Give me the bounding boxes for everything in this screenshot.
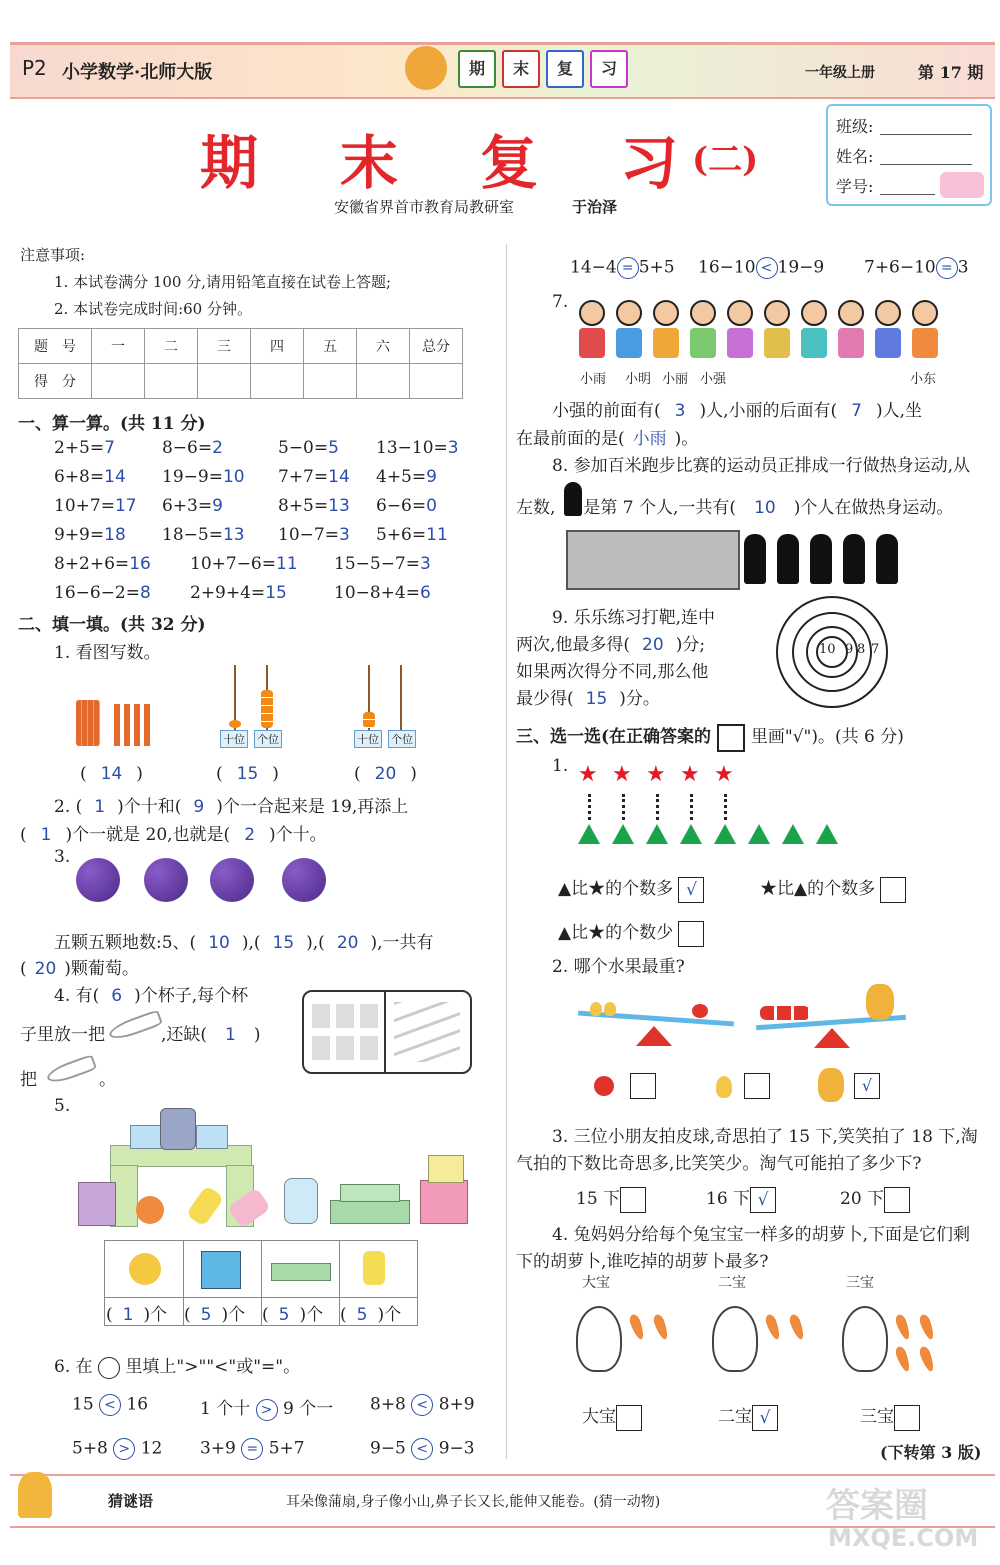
child-figure xyxy=(578,300,606,360)
watermark-site: MXQE.COM xyxy=(828,1524,979,1552)
section-2-title: 二、填一填。(共 32 分) xyxy=(18,615,206,635)
title-char-3: 复 xyxy=(480,129,539,197)
compare-circle[interactable]: > xyxy=(113,1438,135,1460)
stick-bundle-icon xyxy=(76,700,100,746)
apple-icon xyxy=(692,1004,708,1018)
q7-line-2: 在最前面的是( 小雨 )。 xyxy=(516,429,699,449)
kid-name-4: 小强 xyxy=(700,372,727,387)
triangle-icon xyxy=(646,824,668,844)
s3q3-opt-1: 15 下 xyxy=(576,1184,646,1213)
ring-9: 9 xyxy=(845,642,854,657)
grape-bunch-icon xyxy=(76,858,120,902)
q9-line-2: 两次,他最多得( 20 )分; xyxy=(516,635,706,655)
q4-line-2: 子里放一把 ,还缺( 1 ) xyxy=(20,1025,261,1045)
dotted-line xyxy=(656,794,659,820)
apples-icon xyxy=(760,1006,810,1020)
compare-item: 14−4 = 5+5 xyxy=(570,257,675,278)
section-1-title: 一、算一算。(共 11 分) xyxy=(18,414,206,434)
ring-7: 7 xyxy=(871,642,880,657)
grade-label: 一年级上册 xyxy=(805,65,875,81)
mascot-icon xyxy=(940,172,984,198)
calc-item: 13−10=3 xyxy=(376,438,459,458)
grape-bunch-icon xyxy=(144,858,188,902)
calc-item: 15−5−7=3 xyxy=(334,554,431,574)
score-cell[interactable] xyxy=(410,364,463,399)
compare-circle[interactable]: < xyxy=(411,1438,433,1460)
compare-circle[interactable]: < xyxy=(99,1394,121,1416)
compare-circle[interactable]: < xyxy=(411,1394,433,1416)
cuboid-block xyxy=(340,1184,400,1202)
s3q1-opt-1: ▲比★的个数多 √ xyxy=(558,874,704,903)
section-3-title: 三、选一选(在正确答案的 里画"√")。(共 6 分) xyxy=(516,722,904,752)
child-figure xyxy=(837,300,865,360)
score-header-cell: 五 xyxy=(304,329,357,364)
q8-line-2: 左数, 是第 7 个人,一共有( 10 )个人在做热身运动。 xyxy=(516,498,954,518)
note-2: 2. 本试卷完成时间:60 分钟。 xyxy=(54,300,252,318)
q7-line-1: 小强的前面有( 3 )人,小丽的后面有( 7 )人,坐 xyxy=(552,401,923,421)
ring-8: 8 xyxy=(857,642,866,657)
runner-icon xyxy=(744,534,766,584)
compare-item: 5+8 > 12 xyxy=(72,1438,163,1459)
star-icon: ★ xyxy=(714,762,734,787)
s3q3-line-2: 气拍的下数比奇思多,比笑笑少。淘气可能拍了多少下? xyxy=(516,1154,922,1174)
title-char-4: 习 xyxy=(620,129,679,197)
s3q1-label: 1. xyxy=(552,756,569,776)
runner-icon xyxy=(564,482,582,516)
calc-item: 8+5=13 xyxy=(278,496,350,516)
star-icon: ★ xyxy=(612,762,632,787)
s3q4-line-1: 4. 兔妈妈分给每个兔宝宝一样多的胡萝卜,下面是它们剩 xyxy=(552,1225,971,1245)
calc-item: 5+6=11 xyxy=(376,525,448,545)
s3q4-opt-2: 二宝 √ xyxy=(718,1402,778,1431)
calc-item: 8−6=2 xyxy=(162,438,223,458)
q8-line-1: 8. 参加百米跑步比赛的运动员正排成一行做热身运动,从 xyxy=(552,456,971,476)
child-figure xyxy=(726,300,754,360)
cups-icon xyxy=(312,1004,378,1028)
calc-item: 6+3=9 xyxy=(162,496,223,516)
s3q3-opt-2: 16 下 √ xyxy=(706,1184,776,1213)
ball-block xyxy=(136,1196,164,1224)
divider xyxy=(384,992,386,1072)
compare-circle[interactable]: = xyxy=(241,1438,263,1460)
score-header-cell: 一 xyxy=(92,329,145,364)
s3q4-opt-1: 大宝 xyxy=(582,1402,642,1431)
class-field[interactable] xyxy=(880,134,972,135)
pineapple-icon xyxy=(818,1068,844,1102)
cuboid-block xyxy=(330,1200,410,1224)
runner-icon xyxy=(777,534,799,584)
answer-box[interactable]: √ xyxy=(678,877,704,903)
header-tile-3: 复 xyxy=(546,50,584,88)
answer-box[interactable] xyxy=(744,1073,770,1099)
q2-line-2: ( 1 )个一就是 20,也就是( 2 )个十。 xyxy=(20,825,327,845)
compare-item: 8+8 < 8+9 xyxy=(370,1394,475,1415)
grape-bunch-icon xyxy=(210,858,254,902)
calc-item: 16−6−2=8 xyxy=(54,583,151,603)
cylinder-block xyxy=(186,1185,225,1227)
calc-item: 10+7−6=11 xyxy=(190,554,298,574)
id-field[interactable] xyxy=(880,194,935,195)
class-label: 班级: xyxy=(836,117,874,136)
header-tile-4: 习 xyxy=(590,50,628,88)
edition-label: P2 xyxy=(22,56,47,80)
spoons-icon xyxy=(394,1002,460,1062)
cube-block xyxy=(420,1180,468,1224)
dotted-line xyxy=(724,794,727,820)
q2-line-1: 2. ( 1 )个十和( 9 )个一合起来是 19,再添上 xyxy=(54,797,409,817)
column-divider xyxy=(506,244,507,1459)
grape-bunch-icon xyxy=(282,858,326,902)
compare-circle[interactable]: < xyxy=(756,257,778,279)
q3-line-2: ( 20 )颗葡萄。 xyxy=(20,959,139,979)
answer-box[interactable] xyxy=(678,921,704,947)
q5-answer: ( 1 )个 xyxy=(106,1305,168,1325)
cube-icon xyxy=(201,1251,241,1289)
score-header-cell: 总分 xyxy=(410,329,463,364)
cylinder-block xyxy=(284,1178,318,1224)
header-tile-1: 期 xyxy=(458,50,496,88)
carrot-icon xyxy=(894,1345,912,1373)
notes-heading: 注意事项: xyxy=(20,246,86,264)
giraffe-icon xyxy=(18,1472,52,1518)
student-info-box xyxy=(826,104,992,206)
author-name: 于治泽 xyxy=(572,198,618,216)
score-cell[interactable] xyxy=(145,364,198,399)
s3q4-line-2: 下的胡萝卜,谁吃掉的胡萝卜最多? xyxy=(516,1252,769,1272)
calc-item: 10−8+4=6 xyxy=(334,583,431,603)
q3-label: 3. xyxy=(54,847,71,867)
child-figure xyxy=(689,300,717,360)
triangle-icon xyxy=(578,824,600,844)
q3-line-1: 五颗五颗地数:5、( 10 ),( 15 ),( 20 ),一共有 xyxy=(54,933,434,953)
title-char-2: 末 xyxy=(340,129,399,197)
calc-item: 4+5=9 xyxy=(376,467,437,487)
header-tile-2: 末 xyxy=(502,50,540,88)
runner-icon xyxy=(843,534,865,584)
cube-block xyxy=(78,1182,116,1226)
compare-circle[interactable]: > xyxy=(256,1399,278,1421)
triangle-icon xyxy=(714,824,736,844)
cups-spoons-box xyxy=(302,990,472,1074)
cylinder-icon xyxy=(363,1251,385,1285)
pear-icon xyxy=(716,1076,732,1098)
star-icon: ★ xyxy=(680,762,700,787)
pineapple-icon xyxy=(866,984,894,1020)
child-figure xyxy=(763,300,791,360)
q5-answer: ( 5 )个 xyxy=(262,1305,324,1325)
s3q1-opt-3: ▲比★的个数少 xyxy=(558,918,704,947)
abacus-rod xyxy=(400,665,402,731)
dotted-line xyxy=(690,794,693,820)
answer-box[interactable] xyxy=(620,1187,646,1213)
pear-icon xyxy=(590,1002,602,1016)
calc-item: 9+9=18 xyxy=(54,525,126,545)
calc-item: 10+7=17 xyxy=(54,496,137,516)
compare-circle[interactable]: = xyxy=(936,257,958,279)
subject-label: 小学数学·北师大版 xyxy=(62,62,213,83)
s3q3-opt-3: 20 下 xyxy=(840,1184,910,1213)
calc-item: 5−0=5 xyxy=(278,438,339,458)
score-header-cell: 四 xyxy=(251,329,304,364)
s3q3-line-1: 3. 三位小朋友拍皮球,奇思拍了 15 下,笑笑拍了 18 下,淘 xyxy=(552,1127,978,1147)
carrot-icon xyxy=(918,1313,936,1341)
q9-line-3: 如果两次得分不同,那么他 xyxy=(516,662,709,682)
name-field[interactable] xyxy=(880,164,972,165)
kid-name-1: 小雨 xyxy=(580,372,607,387)
scale-fulcrum xyxy=(814,1028,850,1048)
calc-item: 2+9+4=15 xyxy=(190,583,287,603)
score-cell[interactable] xyxy=(304,364,357,399)
answer-box[interactable] xyxy=(880,877,906,903)
ring-10: 10 xyxy=(819,642,836,657)
q4-line-1: 4. 有( 6 )个杯子,每个杯 xyxy=(54,986,249,1006)
score-cell[interactable] xyxy=(92,364,145,399)
score-header-cell: 二 xyxy=(145,329,198,364)
bunny-name-2: 二宝 xyxy=(718,1275,746,1291)
q4-line-3: 把 。 xyxy=(20,1070,116,1090)
q6-instruction: 6. 在 里填上">""<"或"="。 xyxy=(54,1357,301,1377)
cube-block xyxy=(428,1155,464,1183)
continue-note: (下转第 3 版) xyxy=(880,1443,982,1462)
tiger-mascot-icon xyxy=(405,46,447,90)
score-row-label: 得 分 xyxy=(19,364,92,399)
triangle-icon xyxy=(782,824,804,844)
s3q1-opt-2: ★比▲的个数多 xyxy=(760,874,906,903)
apple-icon xyxy=(594,1076,614,1096)
compare-item: 7+6−10 = 3 xyxy=(864,257,969,278)
cube-block xyxy=(130,1125,162,1149)
q9-line-4: 最少得( 15 )分。 xyxy=(516,689,660,709)
tens-label: 十位 xyxy=(220,730,248,748)
answer-box[interactable] xyxy=(616,1405,642,1431)
q1-label: 1. 看图写数。 xyxy=(54,643,161,663)
carrot-icon xyxy=(894,1313,912,1341)
runner-icon xyxy=(876,534,898,584)
q5-answer: ( 5 )个 xyxy=(340,1305,402,1325)
author-org: 安徽省界首市教育局教研室 xyxy=(334,198,515,216)
bunny-name-1: 大宝 xyxy=(582,1275,610,1291)
riddle-text: 耳朵像蒲扇,身子像小山,鼻子长又长,能伸又能卷。(猜一动物) xyxy=(286,1494,661,1510)
note-1: 1. 本试卷满分 100 分,请用铅笔直接在试卷上答题; xyxy=(54,273,392,291)
title-part: (二) xyxy=(692,140,759,180)
cube-block xyxy=(196,1125,228,1149)
score-header-cell: 六 xyxy=(357,329,410,364)
title-char-1: 期 xyxy=(200,129,259,197)
triangle-icon xyxy=(680,824,702,844)
child-figure xyxy=(652,300,680,360)
score-table xyxy=(18,328,463,399)
pear-icon xyxy=(604,1002,616,1016)
score-cell[interactable] xyxy=(251,364,304,399)
dotted-line xyxy=(588,794,591,820)
child-figure xyxy=(800,300,828,360)
cups-icon xyxy=(312,1036,378,1060)
answer-box[interactable]: √ xyxy=(752,1405,778,1431)
bunny-icon xyxy=(576,1306,622,1372)
compare-circle[interactable]: = xyxy=(617,257,639,279)
carrot-icon xyxy=(652,1313,670,1341)
triangle-icon xyxy=(816,824,838,844)
q9-line-1: 9. 乐乐练习打靶,连中 xyxy=(552,608,716,628)
calc-item: 10−7=3 xyxy=(278,525,350,545)
issue-label: 第 17 期 xyxy=(918,63,984,82)
answer-box[interactable]: √ xyxy=(854,1073,880,1099)
carrot-icon xyxy=(764,1313,782,1341)
answer-box[interactable] xyxy=(884,1187,910,1213)
triangle-icon xyxy=(748,824,770,844)
name-label: 姓名: xyxy=(836,147,874,166)
ones-label: 个位 xyxy=(388,730,416,748)
kid-name-5: 小东 xyxy=(910,372,937,387)
carrot-icon xyxy=(788,1313,806,1341)
abacus-beads xyxy=(363,712,375,728)
calc-item: 19−9=10 xyxy=(162,467,245,487)
q5-answer: ( 5 )个 xyxy=(184,1305,246,1325)
q5-label: 5. xyxy=(54,1096,71,1116)
cover-block xyxy=(566,530,740,590)
score-header-cell: 三 xyxy=(198,329,251,364)
score-header-cell: 题 号 xyxy=(19,329,92,364)
calc-item: 6+8=14 xyxy=(54,467,126,487)
star-icon: ★ xyxy=(646,762,666,787)
q7-label: 7. xyxy=(552,292,569,312)
score-cell[interactable] xyxy=(357,364,410,399)
watermark-text: 答案圈 xyxy=(826,1486,928,1526)
id-label: 学号: xyxy=(836,177,874,196)
answer-box[interactable]: √ xyxy=(750,1187,776,1213)
kid-name-2: 小明 xyxy=(625,372,652,387)
tens-label: 十位 xyxy=(354,730,382,748)
compare-item: 16−10 < 19−9 xyxy=(698,257,825,278)
carrot-icon xyxy=(918,1345,936,1373)
calc-item: 2+5=7 xyxy=(54,438,115,458)
loose-sticks-icon xyxy=(114,704,152,746)
scale-fulcrum xyxy=(636,1026,672,1046)
calc-item: 18−5=13 xyxy=(162,525,245,545)
answer-box[interactable] xyxy=(630,1073,656,1099)
sphere-icon xyxy=(129,1253,161,1285)
child-figure xyxy=(911,300,939,360)
s3q2-label: 2. 哪个水果最重? xyxy=(552,957,685,977)
q1-answer-2: ( 15 ) xyxy=(216,764,279,784)
q1-answer-1: ( 14 ) xyxy=(80,764,143,784)
dotted-line xyxy=(622,794,625,820)
kid-name-3: 小丽 xyxy=(662,372,689,387)
calc-item: 7+7=14 xyxy=(278,467,350,487)
abacus-bead xyxy=(229,720,241,728)
calc-item: 6−6=0 xyxy=(376,496,437,516)
score-cell[interactable] xyxy=(198,364,251,399)
compare-item: 1 个十 > 9 个一 xyxy=(200,1399,334,1419)
ones-label: 个位 xyxy=(254,730,282,748)
triangle-icon xyxy=(612,824,634,844)
cuboid-icon xyxy=(271,1263,331,1281)
cylinder-block xyxy=(160,1108,196,1150)
star-icon: ★ xyxy=(578,762,598,787)
carrot-icon xyxy=(628,1313,646,1341)
runner-icon xyxy=(810,534,832,584)
answer-box[interactable] xyxy=(894,1405,920,1431)
compare-item: 3+9 = 5+7 xyxy=(200,1438,305,1459)
bunny-name-3: 三宝 xyxy=(846,1275,874,1291)
compare-item: 9−5 < 9−3 xyxy=(370,1438,475,1459)
child-figure xyxy=(615,300,643,360)
q1-answer-3: ( 20 ) xyxy=(354,764,417,784)
compare-item: 15 < 16 xyxy=(72,1394,149,1415)
riddle-label: 猜谜语 xyxy=(108,1492,154,1510)
calc-item: 8+2+6=16 xyxy=(54,554,151,574)
child-figure xyxy=(874,300,902,360)
bunny-icon xyxy=(842,1306,888,1372)
bunny-icon xyxy=(712,1306,758,1372)
abacus-beads xyxy=(261,690,273,728)
s3q4-opt-3: 三宝 xyxy=(860,1402,920,1431)
